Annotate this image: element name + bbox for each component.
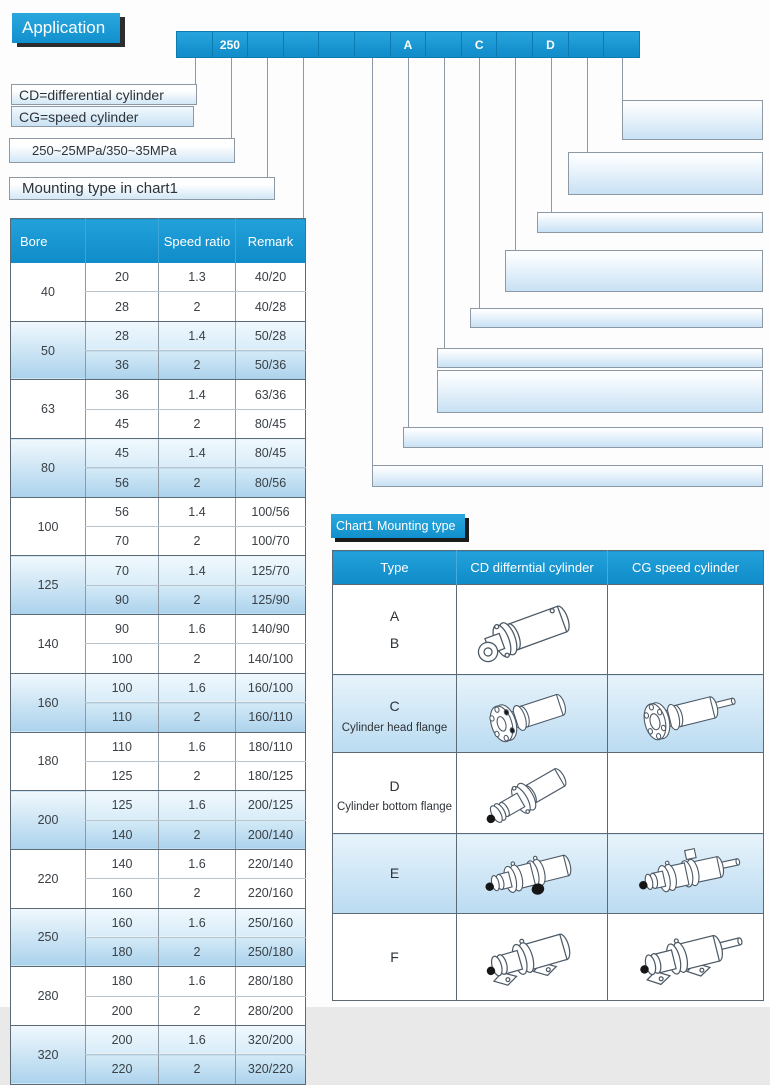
bore-table-cell: 2 [159, 292, 236, 321]
connector-line [479, 58, 480, 308]
mounting-cd-cell [457, 675, 608, 753]
bore-table-cell: 80/45 [236, 409, 306, 438]
cylinder-illustration-foot-rod [613, 919, 759, 996]
mounting-table-row [333, 585, 764, 675]
cylinder-illustration-bottom [459, 758, 605, 829]
bore-value: 280 [11, 967, 86, 1026]
bore-table-cell: 1.6 [159, 908, 236, 937]
model-code-cell: 250 [213, 32, 249, 57]
bore-table-row [11, 673, 306, 702]
bore-table-cell: 320/220 [236, 1055, 306, 1084]
bore-table-cell: 80/56 [236, 468, 306, 497]
code-branch-box [470, 308, 763, 328]
bore-value: 100 [11, 497, 86, 556]
mounting-type-desc: Cylinder bottom flange [336, 801, 453, 814]
bore-table-row [11, 849, 306, 878]
mounting-type-cell [333, 585, 457, 675]
bore-table-cell: 1.4 [159, 439, 236, 468]
bore-table-cell: 160/100 [236, 673, 306, 702]
bore-table-header-row [11, 219, 306, 264]
bore-speed-ratio-table [10, 218, 306, 1085]
mounting-table-row [333, 914, 764, 1001]
bore-table-cell: 180 [86, 937, 159, 966]
cylinder-illustration-trunnion-rod [613, 839, 759, 909]
mounting-table-row [333, 675, 764, 753]
model-code-bar [176, 31, 640, 58]
model-code-cell [177, 32, 213, 57]
mounting-type-letter: C [389, 698, 400, 715]
bore-table-row [11, 791, 306, 820]
bore-table-cell: 100 [86, 644, 159, 673]
bore-value: 250 [11, 908, 86, 967]
bore-table-cell: 220 [86, 1055, 159, 1084]
bore-table-cell: 45 [86, 439, 159, 468]
bore-table-cell: 280/180 [236, 967, 306, 996]
mounting-type-table [332, 550, 764, 1001]
bore-table-cell: 1.6 [159, 849, 236, 878]
bore-value: 125 [11, 556, 86, 615]
mounting-cd-cell [457, 834, 608, 914]
bore-table-cell: 160 [86, 879, 159, 908]
bore-table-cell: 250/180 [236, 937, 306, 966]
mounting-type-letter: D [389, 777, 400, 794]
bore-table-row [11, 908, 306, 937]
mounting-type-letter: F [390, 948, 399, 965]
bore-table-cell: 1.3 [159, 263, 236, 292]
bore-table-row [11, 439, 306, 468]
connector-line [231, 58, 232, 138]
mounting-type-letter: B [389, 634, 400, 651]
mounting-cg-cell [608, 914, 764, 1001]
bore-table-cell: 2 [159, 644, 236, 673]
bore-table-cell: 2 [159, 468, 236, 497]
bore-value: 320 [11, 1025, 86, 1084]
mounting-type-letter: A [389, 607, 400, 624]
bore-table-cell: 160/110 [236, 703, 306, 732]
bore-table-cell: 2 [159, 937, 236, 966]
cylinder-illustration-clevis [459, 590, 605, 670]
bore-table-cell: 200 [86, 1025, 159, 1054]
code-branch-box [537, 212, 763, 233]
model-code-cell [319, 32, 355, 57]
bore-table-cell: 36 [86, 380, 159, 409]
bore-value: 160 [11, 673, 86, 732]
bore-value: 50 [11, 321, 86, 380]
cylinder-illustration-foot [459, 919, 605, 996]
bore-table-cell: 140/100 [236, 644, 306, 673]
code-branch-box [505, 250, 763, 292]
bore-table-cell: 140 [86, 849, 159, 878]
bore-table-cell: 1.6 [159, 791, 236, 820]
bore-table-header: Remark [236, 219, 306, 264]
bore-table-cell: 140/90 [236, 615, 306, 644]
code-label-pressure: 250~25MPa/350~35MPa [9, 138, 235, 163]
bore-table-cell: 90 [86, 615, 159, 644]
bore-table-cell: 125 [86, 791, 159, 820]
bore-table-cell: 63/36 [236, 380, 306, 409]
bore-table-cell: 80/45 [236, 439, 306, 468]
connector-line [551, 58, 552, 212]
mounting-cg-cell [608, 834, 764, 914]
bore-table-cell: 110 [86, 703, 159, 732]
bore-table-cell: 180 [86, 967, 159, 996]
bore-value: 200 [11, 791, 86, 850]
bore-table-row [11, 321, 306, 350]
bore-table-cell: 56 [86, 497, 159, 526]
bore-table-cell: 100/70 [236, 527, 306, 556]
bore-table-cell: 40/20 [236, 263, 306, 292]
mounting-table-header-row [333, 551, 764, 585]
mounting-table-header: Type [333, 551, 457, 585]
bore-table-cell: 1.4 [159, 321, 236, 350]
bore-table-cell: 2 [159, 351, 236, 380]
connector-line [267, 58, 268, 177]
code-label-cg: CG=speed cylinder [11, 106, 194, 127]
cylinder-illustration-flange-rod [613, 680, 759, 748]
mounting-type-cell [333, 753, 457, 834]
bore-table-cell: 2 [159, 585, 236, 614]
model-code-cell [497, 32, 533, 57]
bore-table-cell: 220/160 [236, 879, 306, 908]
bore-table-cell: 2 [159, 409, 236, 438]
connector-line [372, 58, 373, 465]
bore-value: 80 [11, 439, 86, 498]
bore-table-cell: 2 [159, 820, 236, 849]
bore-table-cell: 2 [159, 879, 236, 908]
mounting-cd-cell [457, 585, 608, 675]
bore-table-cell: 1.6 [159, 673, 236, 702]
connector-line [303, 58, 304, 218]
cylinder-illustration-trunnion [459, 839, 605, 909]
bore-table-cell: 1.4 [159, 497, 236, 526]
bore-table-cell: 1.6 [159, 967, 236, 996]
bore-table-row [11, 263, 306, 292]
mounting-type-desc: Cylinder head flange [341, 721, 448, 734]
bore-value: 140 [11, 615, 86, 674]
mounting-cg-cell [608, 585, 764, 675]
connector-line [515, 58, 516, 250]
bore-table-header: Bore [11, 219, 86, 264]
model-code-cell [426, 32, 462, 57]
mounting-type-cell [333, 675, 457, 753]
mounting-type-cell [333, 834, 457, 914]
connector-line [587, 58, 588, 152]
bore-table-cell: 125 [86, 761, 159, 790]
mounting-cd-cell [457, 914, 608, 1001]
bore-table-row [11, 967, 306, 996]
mounting-type-cell [333, 914, 457, 1001]
bore-table-row [11, 497, 306, 526]
bore-table-cell: 36 [86, 351, 159, 380]
bore-table-cell: 125/70 [236, 556, 306, 585]
bore-table-cell: 1.4 [159, 380, 236, 409]
bore-table-cell: 100 [86, 673, 159, 702]
bore-table-cell: 1.6 [159, 615, 236, 644]
bore-table-cell: 200/140 [236, 820, 306, 849]
bore-table-cell: 110 [86, 732, 159, 761]
model-code-cell [604, 32, 639, 57]
connector-line [622, 58, 623, 100]
bore-table-row [11, 615, 306, 644]
bore-table-cell: 28 [86, 292, 159, 321]
code-label-mounting: Mounting type in chart1 [9, 177, 275, 200]
bore-value: 220 [11, 849, 86, 908]
code-branch-box [437, 348, 763, 368]
bore-table-cell: 90 [86, 585, 159, 614]
bore-value: 180 [11, 732, 86, 791]
code-branch-box [568, 152, 763, 195]
model-code-cell: C [462, 32, 498, 57]
mounting-table-header: CD differntial cylinder [457, 551, 608, 585]
bore-table-cell: 180/125 [236, 761, 306, 790]
cylinder-illustration-flange [459, 680, 605, 748]
mounting-cd-cell [457, 753, 608, 834]
code-branch-box [403, 427, 763, 448]
bore-table-cell: 40/28 [236, 292, 306, 321]
bore-table-cell: 70 [86, 527, 159, 556]
connector-line [195, 58, 196, 84]
mounting-table-row [333, 753, 764, 834]
bore-table-row [11, 1025, 306, 1054]
bore-table-cell: 50/28 [236, 321, 306, 350]
code-label-cd: CD=differential cylinder [11, 84, 197, 105]
bore-table-cell: 320/200 [236, 1025, 306, 1054]
chart1-title: Chart1 Mounting type [331, 514, 465, 538]
bore-table-header [86, 219, 159, 264]
code-branch-box [622, 100, 763, 140]
bore-table-cell: 220/140 [236, 849, 306, 878]
bore-table-cell: 1.4 [159, 556, 236, 585]
model-code-cell: D [533, 32, 569, 57]
bore-table-cell: 160 [86, 908, 159, 937]
connector-line [408, 58, 409, 427]
bore-table-cell: 2 [159, 996, 236, 1025]
bore-table-cell: 2 [159, 761, 236, 790]
bore-table-cell: 250/160 [236, 908, 306, 937]
bore-table-row [11, 380, 306, 409]
model-code-cell: A [391, 32, 427, 57]
bore-table-cell: 50/36 [236, 351, 306, 380]
bore-table-cell: 280/200 [236, 996, 306, 1025]
bore-table-cell: 28 [86, 321, 159, 350]
page-title: Application [12, 13, 120, 43]
bore-table-cell: 1.6 [159, 1025, 236, 1054]
mounting-table-header: CG speed cylinder [608, 551, 764, 585]
bore-table-cell: 45 [86, 409, 159, 438]
bore-table-cell: 140 [86, 820, 159, 849]
mounting-cg-cell [608, 753, 764, 834]
bore-table-header: Speed ratio [159, 219, 236, 264]
model-code-cell [284, 32, 320, 57]
bore-table-cell: 1.6 [159, 732, 236, 761]
bore-table-row [11, 732, 306, 761]
bore-table-cell: 2 [159, 1055, 236, 1084]
code-branch-box [437, 370, 763, 413]
bore-table-cell: 2 [159, 527, 236, 556]
bore-table-row [11, 556, 306, 585]
bore-table-cell: 125/90 [236, 585, 306, 614]
bore-table-cell: 200 [86, 996, 159, 1025]
model-code-cell [355, 32, 391, 57]
bore-table-cell: 2 [159, 703, 236, 732]
bore-table-cell: 70 [86, 556, 159, 585]
bore-table-cell: 100/56 [236, 497, 306, 526]
mounting-cg-cell [608, 675, 764, 753]
model-code-cell [248, 32, 284, 57]
bore-table-cell: 20 [86, 263, 159, 292]
model-code-cell [569, 32, 605, 57]
bore-value: 40 [11, 263, 86, 321]
bore-table-cell: 200/125 [236, 791, 306, 820]
bore-table-cell: 180/110 [236, 732, 306, 761]
code-branch-box [372, 465, 763, 487]
bore-table-cell: 56 [86, 468, 159, 497]
mounting-type-letter: E [389, 865, 400, 882]
mounting-table-row [333, 834, 764, 914]
bore-value: 63 [11, 380, 86, 439]
connector-line [444, 58, 445, 348]
